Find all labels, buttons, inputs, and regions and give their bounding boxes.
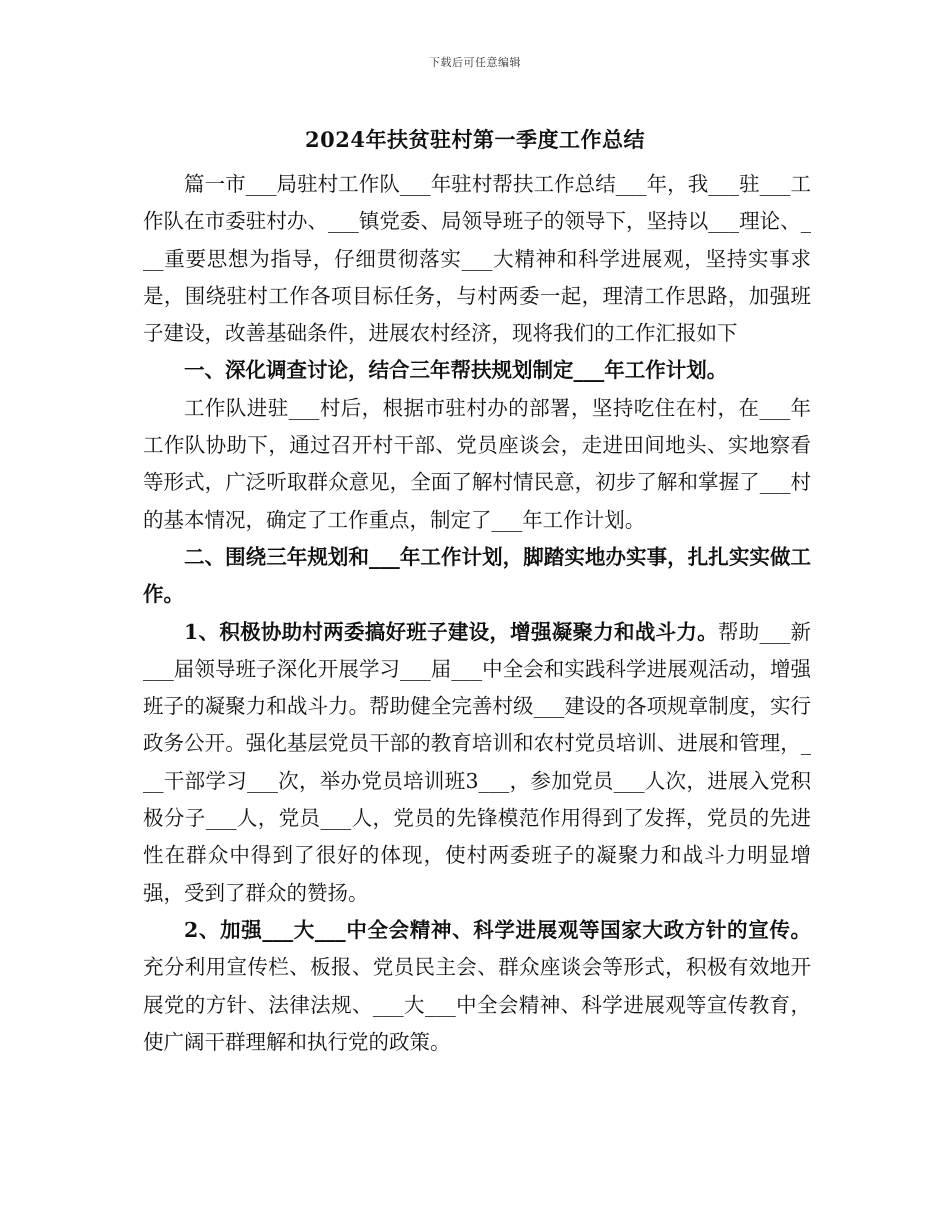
document-title: 2024年扶贫驻村第一季度工作总结 [305,127,645,152]
document-body [143,166,811,1061]
paragraph-section-1: 工作队进驻___村后，根据市驻村办的部署，坚持吃住在村，在___年工作队协助下，通过召开村干部、党员座谈会，走进田间地头、实地察看等形式，广泛听取群众意见，全面了解村情民意，初步了解和掌握了___村的基本情况，确定了工作重点，制定了___年工作计划。 [143,395,811,532]
paragraph-intro: 篇一市___局驻村工作队___年驻村帮扶工作总结___年，我___驻___工作队在市委驻村办、___镇党委、局领导班子的领导下，坚持以___理论、___重要思想为指导，仔细贯彻落实___大精神和科学进展观，坚持实事求是，围绕驻村工作各项目标任务，与村两委一起，理清工作思路，加强班子建设，改善基础条件，进展农村经济，现将我们的工作汇报如下 [143,172,811,346]
item-2-heading: 2、加强___大___中全会精神、科学进展观等国家大政方针的宣传。 [184,917,811,942]
section-heading-2: 二、围绕三年规划和___年工作计划，脚踏实地办实事，扎扎实实做工作。 [143,544,811,607]
item-1-heading: 1、积极协助村两委搞好班子建设，增强凝聚力和战斗力。 [184,619,718,644]
item-2-text: 充分利用宣传栏、板报、党员民主会、群众座谈会等形式，积极有效地开展党的方针、法律法规、___大___中全会精神、科学进展观等宣传教育，使广阔干群理解和执行党的政策。 [143,955,811,1054]
header-note: 下载后可任意编辑 [429,56,521,69]
paragraph-item-1 [143,614,811,912]
section-heading-1: 一、深化调查讨论，结合三年帮扶规划制定___年工作计划。 [184,358,728,383]
item-1-text: 帮助___新___届领导班子深化开展学习___届___中全会和实践科学进展观活动，增强班子的凝聚力和战斗力。帮助健全完善村级___建设的各项规章制度，实行政务公开。强化基层党员干部的教育培训和农村党员培训、进展和管理，___干部学习___次，举办党员培训班3___，参加党员___人次，进展入党积极分子___人，党员___人，党员的先锋模范作用得到了发挥，党员的先进性在群众中得到了很好的体现，使村两委班子的凝聚力和战斗力明显增强，受到了群众的赞扬。 [143,619,811,905]
paragraph-item-2 [143,912,811,1061]
